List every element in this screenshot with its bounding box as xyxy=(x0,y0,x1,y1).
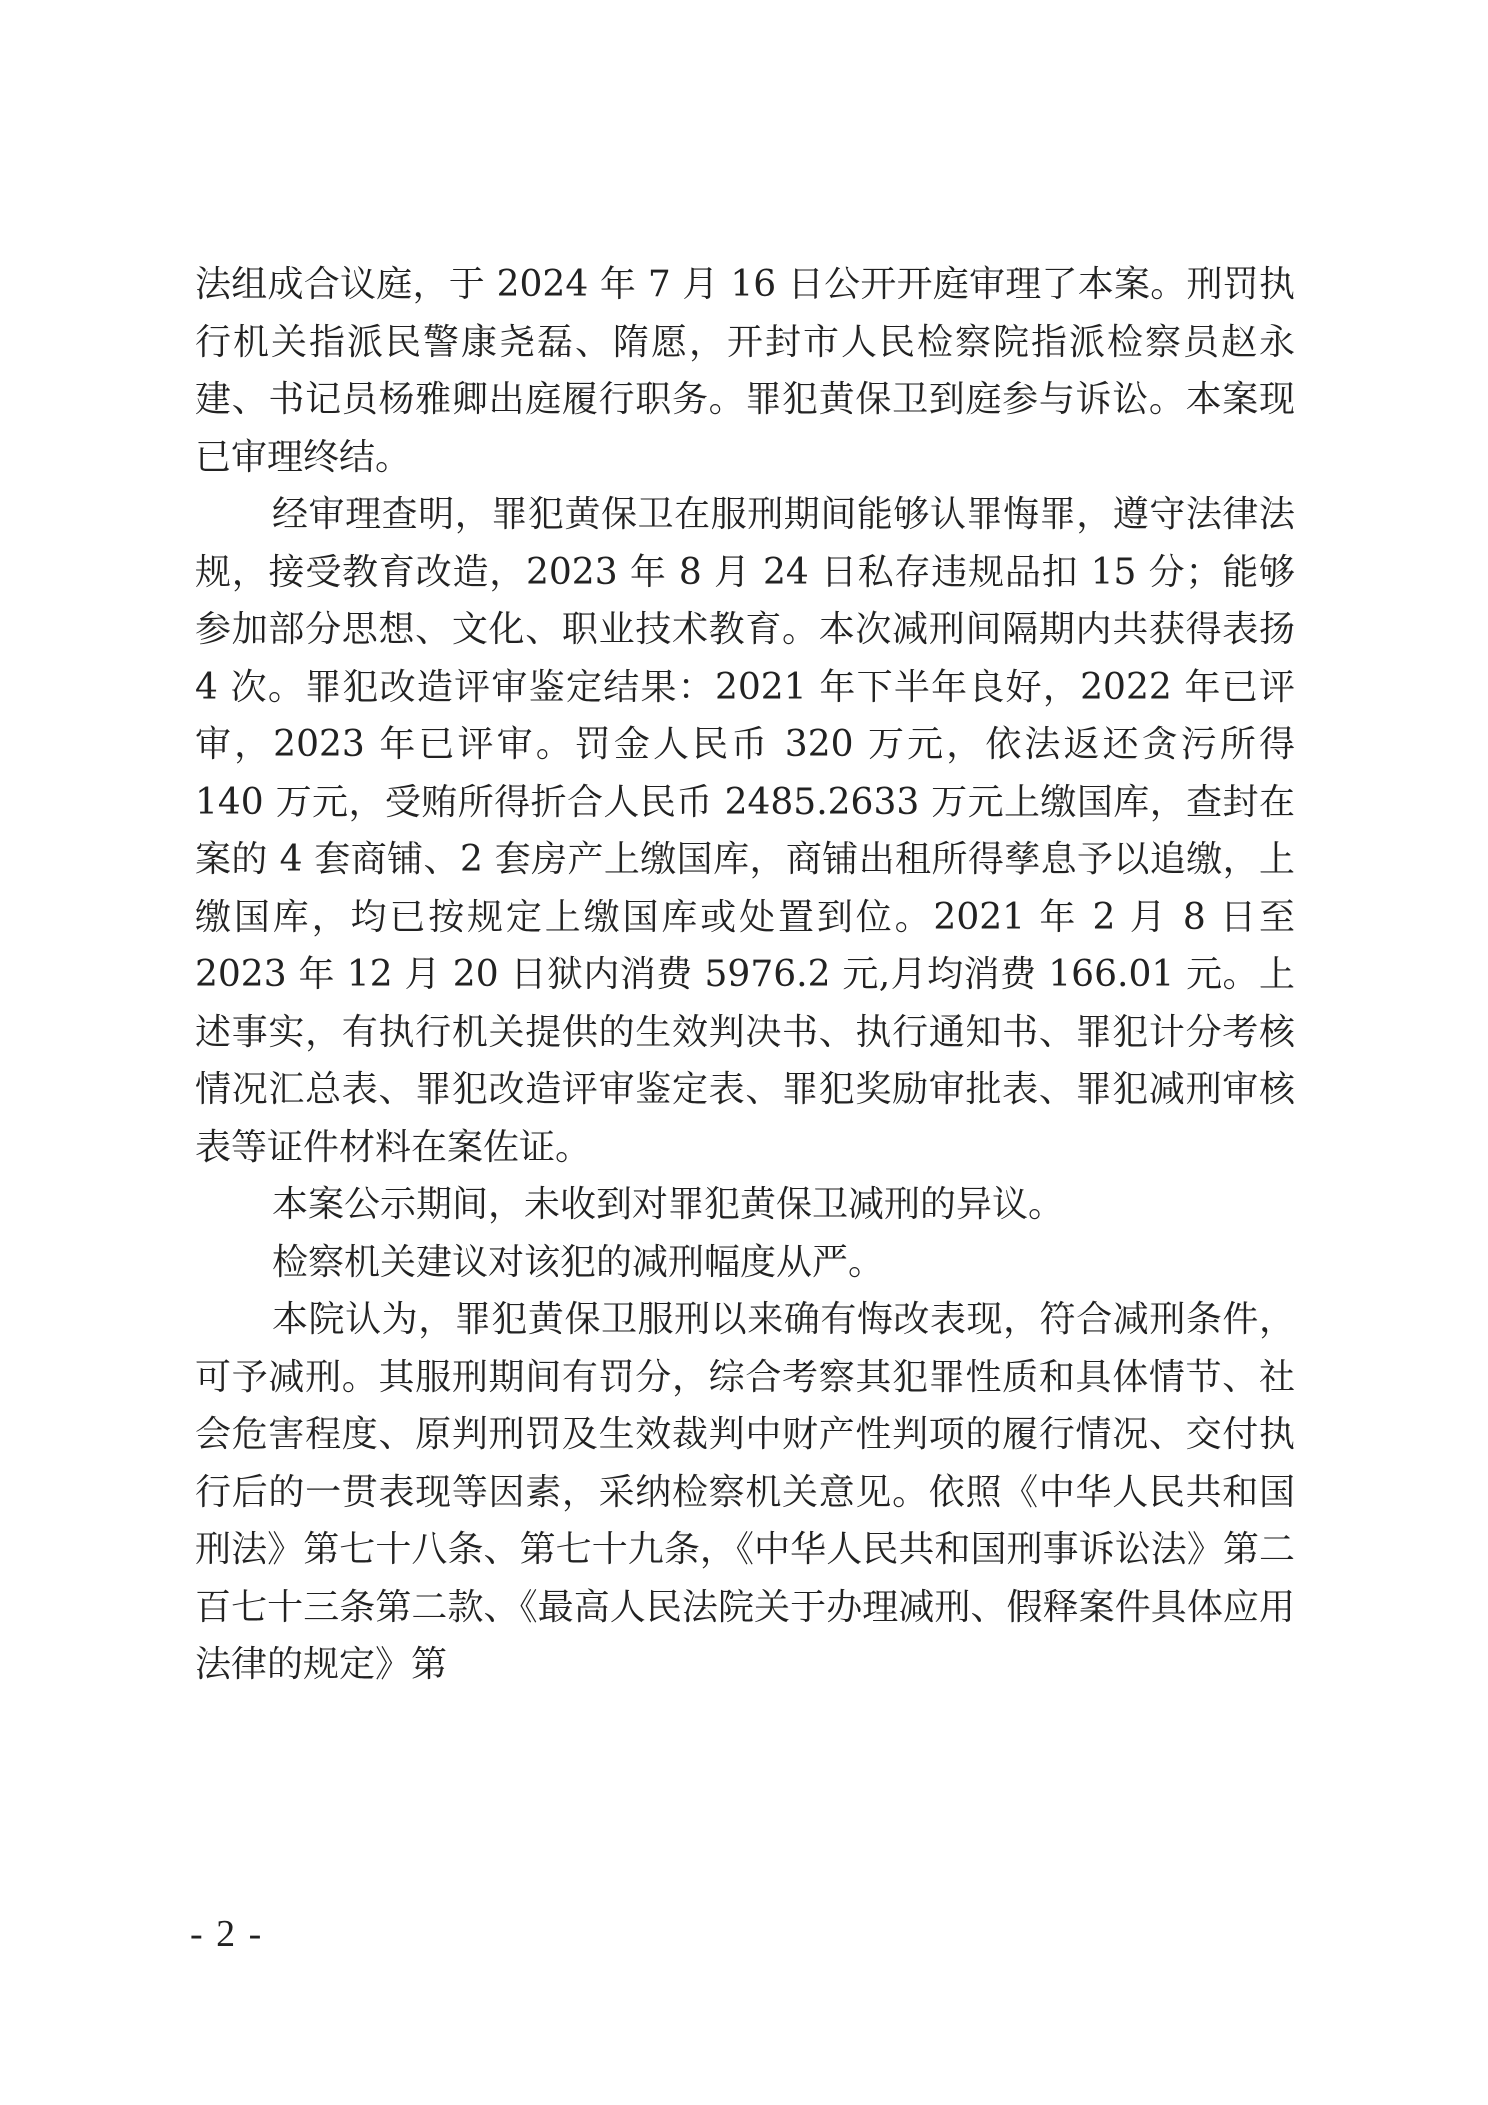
paragraph-public-notice: 本案公示期间，未收到对罪犯黄保卫减刑的异议。 xyxy=(272,1184,1065,1225)
page-number: - 2 - xyxy=(190,1913,264,1955)
paragraph-hearing: 法组成合议庭，于 2024 年 7 月 16 日公开开庭审理了本案。刑罚执行机关指派民警康尧磊、隋愿，开封市人民检察院指派检察员赵永建、书记员杨雅卿出庭履行职务。罪犯黄保卫到庭参与诉讼。本案现已审理终结。 xyxy=(195,264,1295,478)
paragraph-findings: 经审理查明，罪犯黄保卫在服刑期间能够认罪悔罪，遵守法律法规，接受教育改造，2023 年 8 月 24 日私存违规品扣 15 分；能够参加部分思想、文化、职业技术教育。本次减刑间隔期内共获得表扬 4 次。罪犯改造评审鉴定结果：2021 年下半年良好，2022 年已评审，2023 年已评审。罚金人民币 320 万元，依法返还贪污所得 140 万元，受贿所得折合人民币 2485.2633 万元上缴国库，查封在案的 4 套商铺、2 套房产上缴国库，商铺出租所得孳息予以追缴，上缴国库，均已按规定上缴国库或处置到位。2021 年 2 月 8 日至 2023 年 12 月 20 日狱内消费 5976.2 元,月均消费 166.01 元。上述事实，有执行机关提供的生效判决书、执行通知书、罪犯计分考核情况汇总表、罪犯改造评审鉴定表、罪犯奖励审批表、罪犯减刑审核表等证件材料在案佐证。 xyxy=(195,494,1295,1168)
paragraph-procuratorate-opinion: 检察机关建议对该犯的减刑幅度从严。 xyxy=(272,1241,885,1283)
paragraph-court-opinion: 本院认为，罪犯黄保卫服刑以来确有悔改表现，符合减刑条件，可予减刑。其服刑期间有罚分，综合考察其犯罪性质和具体情节、社会危害程度、原判刑罚及生效裁判中财产性判项的履行情况、交付执行后的一贯表现等因素，采纳检察机关意见。依照《中华人民共和国刑法》第七十八条、第七十九条，《中华人民共和国刑事诉讼法》第二百七十三条第二款、《最高人民法院关于办理减刑、假释案件具体应用法律的规定》第 xyxy=(195,1299,1295,1685)
document-body xyxy=(195,256,1295,1694)
